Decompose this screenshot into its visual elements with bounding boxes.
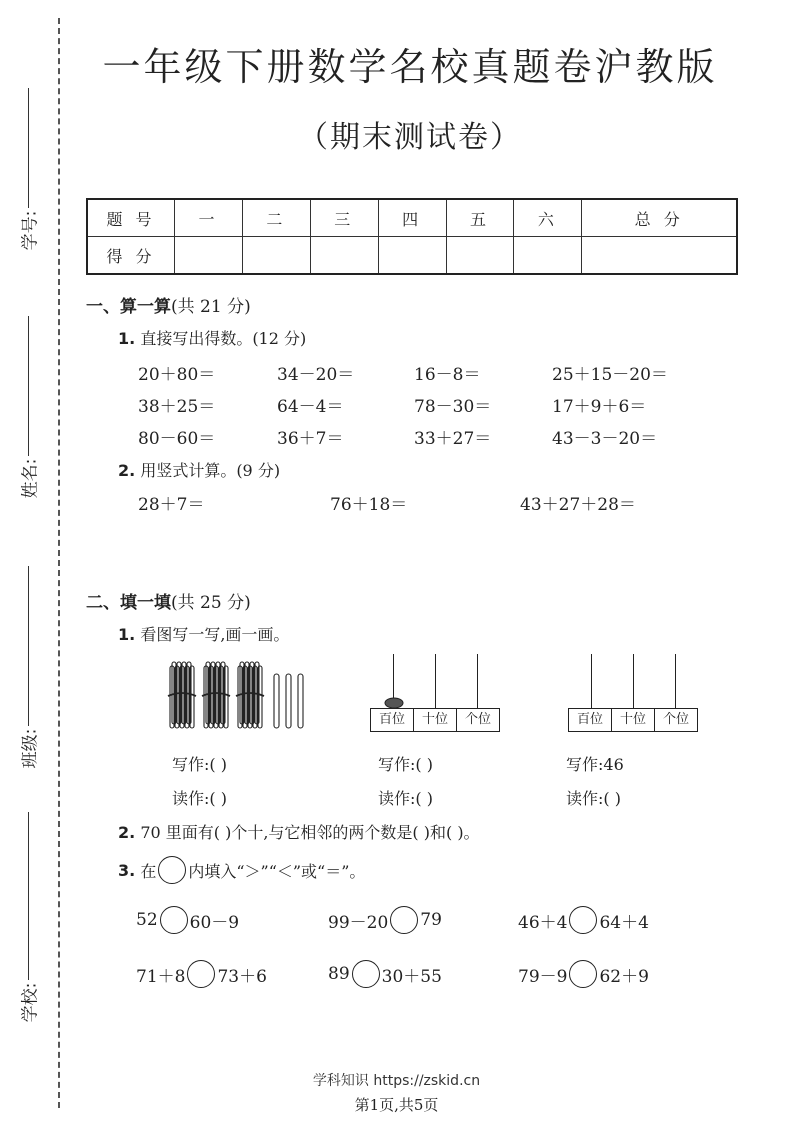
compare-left: 99－20 <box>328 912 389 933</box>
compare-right: 62＋9 <box>599 966 649 987</box>
score-cell: 题 号 <box>87 199 175 237</box>
student-name-line <box>28 316 29 456</box>
s1-q1-expr[interactable]: 33＋27＝ <box>414 429 492 449</box>
compare-right: 30＋55 <box>381 966 442 987</box>
answer-blank[interactable]: ( ) <box>415 755 433 774</box>
abacus1-write-line[interactable] <box>378 752 433 775</box>
abacus-label-ones: 个位 <box>662 712 689 727</box>
abacus1-read-line[interactable] <box>378 786 433 809</box>
abacus-label-tens: 十位 <box>414 709 457 731</box>
s2-q3-number: 3. <box>118 860 136 880</box>
school-label: 学校: <box>20 982 41 1023</box>
abacus2-place-labels <box>568 708 698 732</box>
s1-q1-expr[interactable]: 16－8＝ <box>414 365 481 385</box>
s1-q1-expr[interactable]: 78－30＝ <box>414 397 492 417</box>
stick-bundles-image <box>166 660 312 732</box>
write-label: 写作: <box>172 755 210 774</box>
abacus1-rod-tens <box>435 654 436 708</box>
class-line <box>28 566 29 726</box>
section-2-points: (共 25 分) <box>171 593 251 613</box>
section-1-heading <box>86 292 251 317</box>
score-input-cell[interactable] <box>175 237 243 275</box>
score-cell: 一 <box>175 199 243 237</box>
compare-circle[interactable] <box>352 960 380 988</box>
score-input-cell[interactable] <box>582 237 737 275</box>
compare-circle[interactable] <box>187 960 215 988</box>
s2-q1-prompt <box>118 622 289 645</box>
s1-q2-expr[interactable]: 76＋18＝ <box>330 495 408 515</box>
abacus-label-ones: 个位 <box>464 712 491 727</box>
score-cell: 四 <box>378 199 446 237</box>
compare-item <box>518 960 649 988</box>
sticks-write-line[interactable] <box>172 752 227 775</box>
page-title: 一年级下册数学名校真题卷沪教版 <box>102 45 718 89</box>
student-id-line <box>28 88 29 208</box>
school-field[interactable] <box>14 812 42 1023</box>
score-cell: 五 <box>446 199 514 237</box>
s1-q1-expr[interactable]: 43－3－20＝ <box>552 429 658 449</box>
s1-q1-expr[interactable]: 25＋15－20＝ <box>552 365 668 385</box>
compare-right: 73＋6 <box>217 966 267 987</box>
compare-item <box>328 960 442 988</box>
s2-q1-text: 看图写一写,画一画。 <box>140 625 290 644</box>
section-2-heading <box>86 588 251 613</box>
abacus2-read-line[interactable] <box>566 786 621 809</box>
abacus2-rod-hundreds <box>591 654 592 708</box>
answer-blank[interactable]: ( ) <box>209 789 227 808</box>
s1-q1-expr[interactable]: 38＋25＝ <box>138 397 216 417</box>
score-table <box>86 198 738 275</box>
compare-right: 64＋4 <box>599 912 649 933</box>
score-input-cell[interactable] <box>242 237 310 275</box>
sticks-read-line[interactable] <box>172 786 227 809</box>
watermark-text: 学科知识 https://zskid.cn <box>312 1073 481 1089</box>
abacus2-rod-ones <box>675 654 676 708</box>
read-label: 读作: <box>378 789 416 808</box>
s2-q2-text: 70 里面有( )个十,与它相邻的两个数是( )和( )。 <box>140 823 480 842</box>
score-input-cell[interactable] <box>446 237 514 275</box>
score-table-header-row <box>87 199 737 237</box>
compare-left: 52 <box>136 910 158 930</box>
s2-q1-number: 1. <box>118 625 136 644</box>
s1-q1-expr[interactable]: 36＋7＝ <box>277 429 344 449</box>
score-input-cell[interactable] <box>378 237 446 275</box>
s1-q1-number: 1. <box>118 329 136 348</box>
s1-q1-expr[interactable]: 17＋9＋6＝ <box>552 397 647 417</box>
abacus-label-hundreds: 百位 <box>569 709 612 731</box>
answer-blank[interactable]: ( ) <box>209 755 227 774</box>
compare-left: 79－9 <box>518 966 568 987</box>
page-subtitle: （期末测试卷） <box>298 120 522 155</box>
section-1-title: 一、算一算 <box>86 297 171 317</box>
s1-q1-expr[interactable]: 34－20＝ <box>277 365 355 385</box>
score-input-cell[interactable] <box>514 237 582 275</box>
abacus2-write-line <box>566 752 624 775</box>
s1-q1-expr[interactable]: 80－60＝ <box>138 429 216 449</box>
s1-q2-text: 用竖式计算。(9 分) <box>140 461 281 480</box>
compare-item <box>136 906 239 934</box>
s2-q3-pre: 在 <box>140 861 157 881</box>
compare-left: 71＋8 <box>136 966 186 987</box>
compare-item <box>328 906 442 934</box>
circle-icon <box>158 856 186 884</box>
student-name-label: 姓名: <box>20 458 41 499</box>
abacus1-place-labels <box>370 708 500 732</box>
s1-q1-prompt <box>118 326 306 349</box>
read-label: 读作: <box>566 789 604 808</box>
answer-blank[interactable]: ( ) <box>603 789 621 808</box>
s2-q3-prompt <box>118 856 365 884</box>
binding-dashed-line <box>58 18 60 1108</box>
write-label: 写作: <box>378 755 416 774</box>
s2-q3-post: 内填入“＞”“＜”或“＝”。 <box>188 861 366 881</box>
compare-left: 46＋4 <box>518 912 568 933</box>
section-2-title: 二、填一填 <box>86 593 171 613</box>
school-line <box>28 812 29 980</box>
compare-item <box>136 960 267 988</box>
s1-q1-text: 直接写出得数。(12 分) <box>140 329 307 348</box>
compare-circle[interactable] <box>569 960 597 988</box>
answer-blank[interactable]: ( ) <box>415 789 433 808</box>
abacus-label-hundreds: 百位 <box>371 709 414 731</box>
student-name-field[interactable] <box>14 316 42 499</box>
read-label: 读作: <box>172 789 210 808</box>
page-number: 第1页,共5页 <box>354 1096 439 1114</box>
compare-right: 60－9 <box>189 912 240 933</box>
s1-q2-number: 2. <box>118 461 136 480</box>
compare-item <box>518 906 649 934</box>
class-label: 班级: <box>20 728 41 769</box>
s1-q2-expr[interactable]: 43＋27＋28＝ <box>520 495 636 515</box>
compare-circle[interactable] <box>160 906 188 934</box>
s1-q1-expr[interactable]: 20＋80＝ <box>138 365 216 385</box>
s1-q2-expr[interactable]: 28＋7＝ <box>138 495 205 515</box>
score-cell: 六 <box>514 199 582 237</box>
compare-circle[interactable] <box>390 906 418 934</box>
score-table-score-row <box>87 237 737 275</box>
s1-q1-expr[interactable]: 64－4＝ <box>277 397 344 417</box>
section-1-points: (共 21 分) <box>171 297 251 317</box>
student-id-label: 学号: <box>20 210 41 251</box>
abacus2-rod-tens <box>633 654 634 708</box>
abacus-label-tens: 十位 <box>612 709 655 731</box>
score-cell: 总 分 <box>582 199 737 237</box>
score-cell: 二 <box>242 199 310 237</box>
score-cell: 三 <box>310 199 378 237</box>
s2-q2-number: 2. <box>118 823 136 842</box>
s2-q2-prompt[interactable] <box>118 820 480 843</box>
student-id-field[interactable] <box>14 88 42 251</box>
compare-circle[interactable] <box>569 906 597 934</box>
score-cell: 得 分 <box>87 237 175 275</box>
class-field[interactable] <box>14 566 42 769</box>
compare-right: 79 <box>420 910 442 930</box>
score-input-cell[interactable] <box>310 237 378 275</box>
written-value: 46 <box>603 755 624 774</box>
s1-q2-prompt <box>118 458 280 481</box>
compare-left: 89 <box>328 964 350 984</box>
abacus1-rod-ones <box>477 654 478 708</box>
write-label: 写作: <box>566 755 604 774</box>
